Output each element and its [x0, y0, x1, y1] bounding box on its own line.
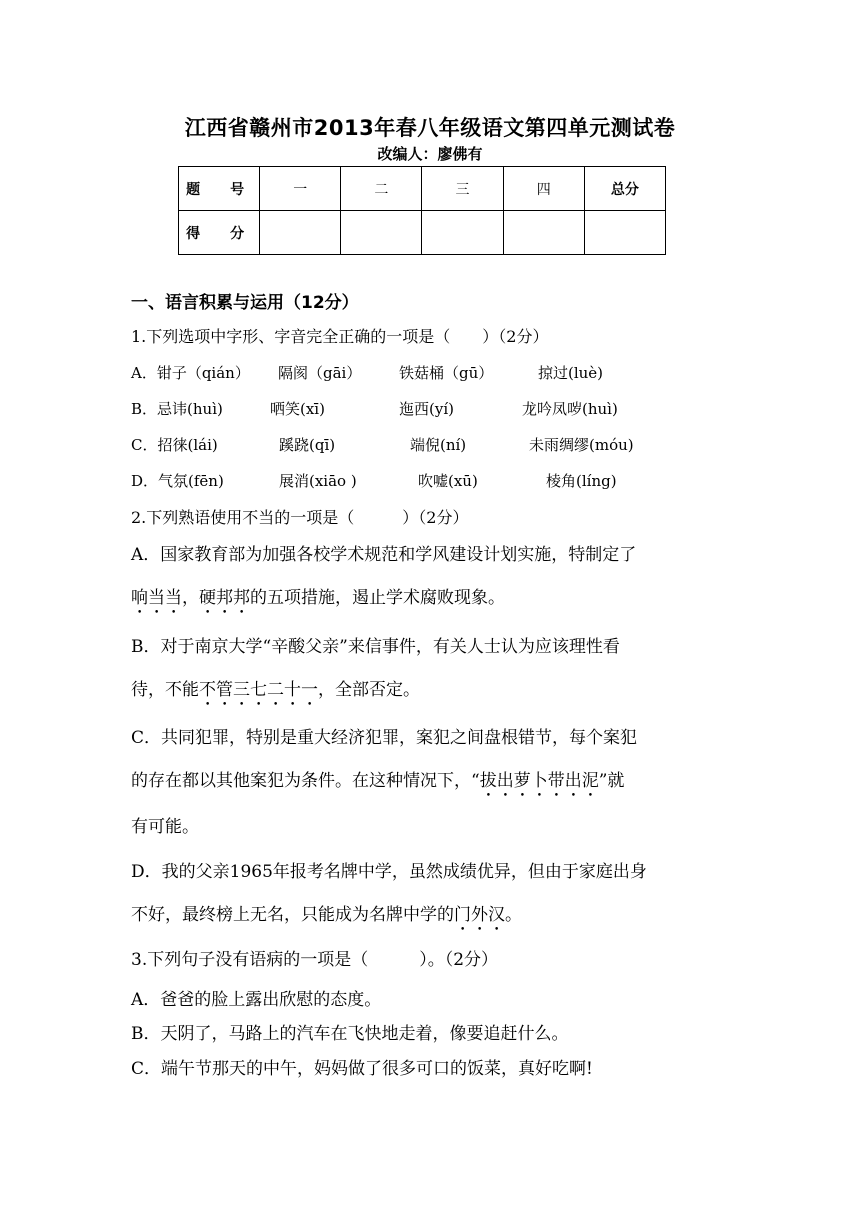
- score-input-total[interactable]: [584, 211, 665, 255]
- q3-option-c: C．端午节那天的中午，妈妈做了很多可口的饭菜，真好吃啊!: [131, 1059, 593, 1079]
- exam-author: 改编人：廖佛有: [377, 145, 483, 163]
- q2-c-line3: 有可能。: [131, 817, 199, 837]
- q1-d-item: D．气氛(fēn): [131, 472, 224, 490]
- q3-option-b: B．天阴了，马路上的汽车在飞快地走着，像要追赶什么。: [131, 1024, 569, 1044]
- q2-a-line2: [131, 583, 505, 618]
- q1-c-item: C．招徕(lái): [131, 436, 218, 454]
- q1-c-item: 蹊跷(qī): [279, 436, 336, 454]
- score-input-3[interactable]: [422, 211, 503, 255]
- q1-d-item: 展消(xiāo ): [279, 472, 357, 490]
- score-table-score-row: [179, 211, 666, 255]
- q1-stem: 1.下列选项中字形、字音完全正确的一项是（ ）（2分）: [131, 327, 549, 346]
- q2-b-idiom: 不管三七二十一: [199, 680, 318, 700]
- exam-title: 江西省赣州市2013年春八年级语文第四单元测试卷: [184, 116, 676, 140]
- score-input-2[interactable]: [341, 211, 422, 255]
- q2-c-line2: [131, 766, 624, 801]
- q1-d-item: 吹嘘(xū): [418, 472, 478, 490]
- q1-c-item: 端倪(ní): [410, 436, 467, 454]
- q3-option-a: A．爸爸的脸上露出欣慰的态度。: [131, 990, 382, 1010]
- q1-b-item: 龙吟凤哕(huì): [522, 400, 618, 418]
- q2-d-line2: [131, 900, 522, 935]
- q2-d-pre: 不好，最终榜上无名，只能成为名牌中学的: [131, 905, 454, 925]
- q2-a-rest: 的五项措施，遏止学术腐败现象。: [250, 588, 505, 608]
- q2-c-rest: ”就: [598, 771, 625, 791]
- q2-d-idiom: 门外汉: [454, 905, 505, 925]
- q2-c-pre: 的存在都以其他案犯为条件。在这种情况下，“: [131, 771, 480, 791]
- section-1-heading: 一、语言积累与运用（12分）: [131, 293, 359, 313]
- q1-b-item: 迤西(yí): [399, 400, 454, 418]
- q1-d-item: 棱角(líng): [546, 472, 617, 490]
- score-row-label: 得 分: [179, 211, 260, 255]
- score-cell-2: 二: [341, 167, 422, 211]
- q2-c-line1: C．共同犯罪，特别是重大经济犯罪，案犯之间盘根错节，每个案犯: [131, 728, 638, 748]
- q2-a-line1: A．国家教育部为加强各校学术规范和学风建设计划实施，特制定了: [131, 545, 637, 565]
- q1-a-item: A．钳子（qián）: [131, 364, 250, 382]
- q1-option-a: [131, 362, 731, 384]
- score-input-1[interactable]: [260, 211, 341, 255]
- q1-c-item: 未雨绸缪(móu): [529, 436, 634, 454]
- q2-b-rest: ，全部否定。: [318, 680, 420, 700]
- q1-option-d: [131, 470, 731, 492]
- q2-a-idiom: 响当当，硬邦邦: [131, 588, 250, 608]
- q2-b-line1: B．对于南京大学“辛酸父亲”来信事件，有关人士认为应该理性看: [131, 637, 620, 657]
- q1-a-item: 铁菇桶（gū）: [399, 364, 494, 382]
- q2-b-line2: [131, 675, 420, 710]
- score-table-header-row: [179, 167, 666, 211]
- q2-d-line1: D．我的父亲1965年报考名牌中学，虽然成绩优异，但由于家庭出身: [131, 862, 647, 882]
- q1-a-item: 隔阂（gāi）: [278, 364, 362, 382]
- q3-stem: 3.下列句子没有语病的一项是（ ）。（2分）: [131, 950, 499, 970]
- score-input-4[interactable]: [503, 211, 584, 255]
- q2-stem: 2.下列熟语使用不当的一项是（ ）（2分）: [131, 508, 469, 527]
- q2-b-pre: 待，不能: [131, 680, 199, 700]
- q1-a-item: 掠过(luè): [538, 364, 604, 382]
- q1-option-c: [131, 434, 731, 456]
- q2-d-rest: 。: [505, 905, 522, 925]
- score-cell-4: 四: [503, 167, 584, 211]
- score-cell-total: 总分: [584, 167, 665, 211]
- score-cell-1: 一: [260, 167, 341, 211]
- q2-c-idiom: 拔出萝卜带出泥: [479, 771, 599, 791]
- score-cell-3: 三: [422, 167, 503, 211]
- q1-b-item: B．忌讳(huì): [131, 400, 223, 418]
- score-cell-label: 题 号: [179, 167, 260, 211]
- score-table: [178, 166, 666, 255]
- q1-b-item: 哂笑(xī): [270, 400, 325, 418]
- q1-option-b: [131, 398, 731, 420]
